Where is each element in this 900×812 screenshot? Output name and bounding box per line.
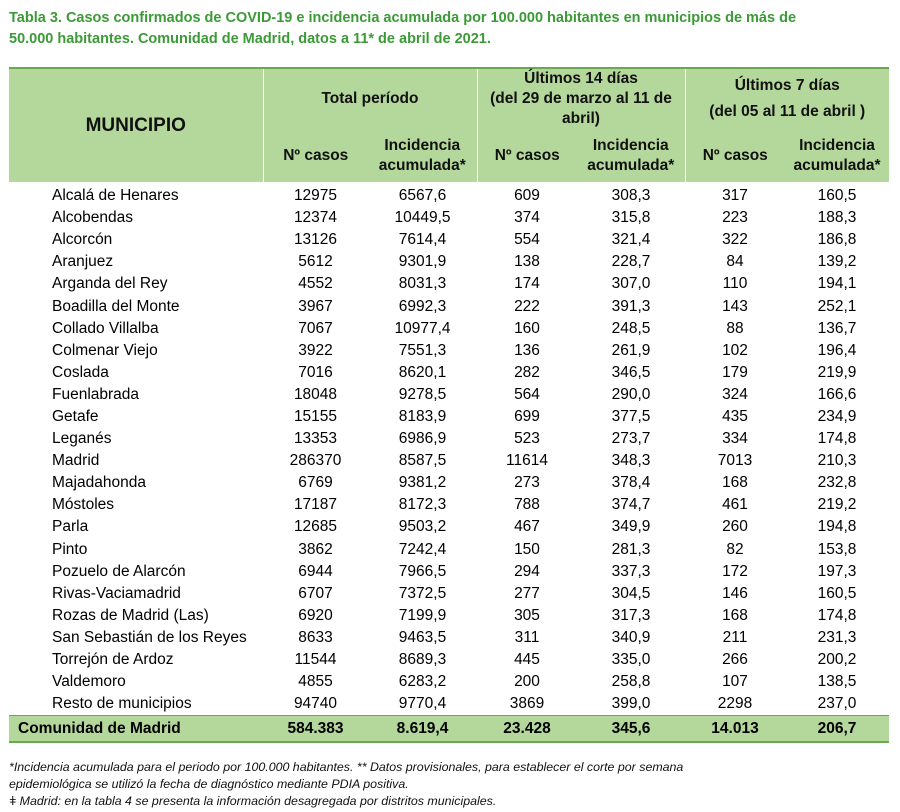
header-municipio: MUNICIPIO	[9, 68, 263, 182]
table-row	[9, 539, 889, 561]
incidence-14d: 281,3	[611, 540, 651, 558]
total-cases: 12374	[293, 209, 338, 227]
table-row	[9, 649, 889, 671]
header-total-cases: Nº casos	[263, 129, 368, 182]
table-row	[9, 182, 889, 207]
cases-14d: 200	[514, 673, 540, 691]
total-cases: 6944	[298, 562, 333, 580]
municipio-name: Collado Villalba	[52, 319, 159, 337]
incidence-14d: 399,0	[611, 695, 651, 713]
last14-range: (del 29 de marzo al 11 de abril)	[490, 90, 672, 127]
total-cases: 5612	[298, 253, 333, 271]
cases-14d: 305	[514, 606, 540, 624]
incidence-14d: 317,3	[611, 606, 651, 624]
header-7d-cases: Nº casos	[685, 129, 785, 182]
total-incidence: 8587,5	[398, 452, 447, 470]
header-total-period: Total período	[263, 68, 477, 129]
municipio-name: Coslada	[52, 363, 109, 381]
cases-14d: 174	[514, 275, 540, 293]
incidence-7d: 196,4	[817, 341, 857, 359]
cases-7d: 211	[722, 628, 748, 646]
total-cases: 13353	[293, 430, 338, 448]
total-7d-incidence: 206,7	[785, 716, 889, 743]
total-cases: 12685	[293, 518, 338, 536]
cases-14d: 222	[514, 297, 540, 315]
total-incidence: 7242,4	[398, 540, 447, 558]
caption-line-2: 50.000 habitantes. Comunidad de Madrid, datos a 11* de abril de 2021.	[9, 31, 491, 47]
total-cases: 4552	[298, 275, 333, 293]
total-incidence: 6986,9	[398, 430, 447, 448]
cases-7d: 110	[722, 275, 748, 293]
total-incidence: 7614,4	[398, 231, 447, 249]
total-incidence: 7551,3	[398, 341, 447, 359]
cases-7d: 88	[726, 319, 744, 337]
total-cases: 15155	[293, 407, 338, 425]
cases-7d: 2298	[717, 695, 753, 713]
incidence-7d: 194,8	[817, 518, 857, 536]
header-total-incidence	[368, 129, 477, 182]
total-incidence: 9278,5	[398, 385, 447, 403]
total-incidence: 6283,2	[398, 673, 447, 691]
total-cases: 6920	[298, 606, 333, 624]
cases-7d: 107	[722, 673, 748, 691]
municipio-name: Rozas de Madrid (Las)	[52, 606, 209, 624]
incidence-7d: 153,8	[817, 540, 857, 558]
municipio-name: Boadilla del Monte	[52, 297, 180, 315]
cases-14d: 788	[514, 496, 540, 514]
table-row	[9, 472, 889, 494]
caption-line-1: Tabla 3. Casos confirmados de COVID-19 e incidencia acumulada por 100.000 habitantes en municipios de más de	[9, 10, 797, 26]
incidence-7d: 186,8	[817, 231, 857, 249]
incidence-7d: 232,8	[817, 474, 857, 492]
total-cases: 4855	[298, 673, 333, 691]
table-row	[9, 384, 889, 406]
incidence-14d: 335,0	[611, 651, 651, 669]
table-row	[9, 671, 889, 693]
municipio-name: Leganés	[52, 430, 112, 448]
incidence-7d: 174,8	[817, 606, 857, 624]
table-row	[9, 627, 889, 649]
cases-14d: 160	[514, 319, 540, 337]
municipio-name: Colmenar Viejo	[52, 341, 158, 359]
incidence-14d: 337,3	[611, 562, 651, 580]
incidence-14d: 340,9	[611, 628, 651, 646]
total-14d-cases: 23.428	[477, 716, 577, 743]
total-name: Comunidad de Madrid	[9, 716, 263, 743]
municipio-name: Móstoles	[52, 496, 115, 514]
total-incidence: 8.619,4	[368, 716, 477, 743]
table-row	[9, 340, 889, 362]
incidence-14d: 228,7	[611, 253, 651, 271]
incidence-14d: 308,3	[611, 187, 651, 205]
total-cases: 6707	[298, 584, 333, 602]
incidence-7d: 174,8	[817, 430, 857, 448]
header-14d-incidence	[577, 129, 685, 182]
total-cases: 286370	[289, 452, 342, 470]
municipio-name: Alcorcón	[52, 231, 113, 249]
cases-7d: 260	[722, 518, 748, 536]
incidence-7d: 252,1	[817, 297, 857, 315]
cases-14d: 282	[514, 363, 540, 381]
cases-7d: 435	[722, 407, 748, 425]
total-incidence: 7966,5	[398, 562, 447, 580]
cases-7d: 102	[722, 341, 748, 359]
incidence-7d: 197,3	[817, 562, 857, 580]
last7-title: Últimos 7 días	[734, 77, 840, 94]
incidence-7d: 231,3	[817, 628, 857, 646]
cases-7d: 146	[722, 584, 748, 602]
total-incidence: 8620,1	[398, 363, 447, 381]
incidence-14d: 248,5	[611, 319, 651, 337]
incidence-14d: 261,9	[611, 341, 651, 359]
cases-7d: 317	[722, 187, 748, 205]
incidence-7d: 219,9	[817, 363, 857, 381]
total-cases: 94740	[293, 695, 338, 713]
municipio-name: Aranjuez	[52, 253, 114, 271]
incidence-7d: 136,7	[817, 319, 857, 337]
incidence-14d: 391,3	[611, 297, 651, 315]
total-row	[9, 716, 889, 743]
table-row	[9, 561, 889, 583]
footnote-2: epidemiológica se utilizó la fecha de diagnóstico mediante PDIA positiva.	[9, 777, 409, 791]
municipio-name: Pozuelo de Alarcón	[52, 562, 186, 580]
total-cases: 3922	[298, 341, 333, 359]
incidence-7d: 210,3	[817, 452, 857, 470]
header-last-14-days	[477, 68, 685, 129]
municipio-name: Torrejón de Ardoz	[52, 651, 174, 669]
total-cases: 12975	[293, 187, 338, 205]
cases-14d: 445	[514, 651, 540, 669]
incidence-14d: 290,0	[611, 385, 651, 403]
cases-7d: 82	[726, 540, 744, 558]
incidence-7d: 166,6	[817, 385, 857, 403]
table-row	[9, 516, 889, 538]
table-row	[9, 229, 889, 251]
municipio-name: Valdemoro	[52, 673, 126, 691]
incidence-7d: 138,5	[817, 673, 857, 691]
footnotes	[9, 759, 889, 810]
municipio-name: Rivas-Vaciamadrid	[52, 584, 181, 602]
incidence-14d: 348,3	[611, 452, 651, 470]
cases-14d: 294	[514, 562, 540, 580]
incidence-7d: 234,9	[817, 407, 857, 425]
cases-7d: 266	[722, 651, 748, 669]
municipio-name: Pinto	[52, 540, 88, 558]
table-row	[9, 583, 889, 605]
total-incidence: 10977,4	[394, 319, 451, 337]
cases-14d: 523	[514, 430, 540, 448]
footnote-1: *Incidencia acumulada para el periodo por 100.000 habitantes. ** Datos provisionales, para establecer el corte por semana	[9, 760, 684, 774]
total-incidence: 7372,5	[398, 584, 447, 602]
incidence-14d: 315,8	[611, 209, 651, 227]
table-row	[9, 295, 889, 317]
table-row	[9, 428, 889, 450]
table-body	[9, 182, 889, 716]
total-cases: 584.383	[263, 716, 368, 743]
cases-14d: 277	[514, 584, 540, 602]
incidence-7d: 160,5	[817, 584, 857, 602]
cases-14d: 564	[514, 385, 540, 403]
cases-7d: 334	[722, 430, 748, 448]
total-incidence: 10449,5	[394, 209, 451, 227]
total-cases: 3967	[298, 297, 333, 315]
cases-14d: 138	[514, 253, 540, 271]
incidence-14d: 378,4	[611, 474, 651, 492]
incidence-14d: 273,7	[611, 430, 651, 448]
total-cases: 17187	[293, 496, 338, 514]
incidence-7d: 188,3	[817, 209, 857, 227]
total-incidence: 8183,9	[398, 407, 447, 425]
incidence-7d: 160,5	[817, 187, 857, 205]
header-14d-cases: Nº casos	[477, 129, 577, 182]
table-row	[9, 406, 889, 428]
total-cases: 7016	[298, 363, 333, 381]
municipio-name: San Sebastián de los Reyes	[52, 628, 247, 646]
total-incidence: 9301,9	[398, 253, 447, 271]
header-7d-incidence	[785, 129, 889, 182]
municipio-name: Fuenlabrada	[52, 385, 140, 403]
municipio-name: Alcalá de Henares	[52, 187, 179, 205]
total-incidence: 8689,3	[398, 651, 447, 669]
incidence-label-2: acumulada*	[793, 156, 881, 174]
total-cases: 3862	[298, 540, 333, 558]
cases-7d: 172	[722, 562, 748, 580]
cases-14d: 273	[514, 474, 540, 492]
incidence-14d: 374,7	[611, 496, 651, 514]
total-cases: 18048	[293, 385, 338, 403]
cases-14d: 11614	[506, 452, 548, 470]
municipio-name: Getafe	[52, 407, 99, 425]
total-incidence: 9463,5	[398, 628, 447, 646]
total-cases: 13126	[293, 231, 338, 249]
total-cases: 11544	[294, 651, 337, 669]
municipio-name: Resto de municipios	[52, 695, 192, 713]
cases-7d: 84	[726, 253, 744, 271]
cases-7d: 7013	[717, 452, 753, 470]
table-row	[9, 207, 889, 229]
total-incidence: 8172,3	[398, 496, 447, 514]
incidence-label-1: Incidencia	[799, 136, 875, 154]
table-caption	[9, 8, 889, 50]
cases-7d: 324	[722, 385, 748, 403]
municipio-name: Majadahonda	[52, 474, 146, 492]
total-incidence: 9503,2	[398, 518, 447, 536]
footnote-3: ǂ Madrid: en la tabla 4 se presenta la información desagregada por distritos municipales.	[9, 794, 497, 808]
incidence-14d: 346,5	[611, 363, 651, 381]
table-row	[9, 494, 889, 516]
total-incidence: 7199,9	[398, 606, 447, 624]
municipio-name: Parla	[52, 518, 89, 536]
total-14d-incidence: 345,6	[577, 716, 685, 743]
incidence-7d: 219,2	[817, 496, 857, 514]
table-row	[9, 273, 889, 295]
incidence-label-1: Incidencia	[384, 136, 461, 154]
cases-14d: 467	[514, 518, 540, 536]
cases-14d: 311	[514, 628, 540, 646]
municipio-name: Arganda del Rey	[52, 275, 168, 293]
total-cases: 8633	[298, 628, 333, 646]
incidence-7d: 139,2	[817, 253, 857, 271]
incidence-14d: 307,0	[611, 275, 651, 293]
total-cases: 7067	[298, 319, 333, 337]
cases-7d: 143	[722, 297, 748, 315]
cases-7d: 168	[722, 606, 748, 624]
cases-14d: 554	[514, 231, 540, 249]
last7-range: (del 05 al 11 de abril )	[709, 103, 866, 120]
cases-14d: 150	[514, 540, 540, 558]
municipio-name: Alcobendas	[52, 209, 134, 227]
cases-14d: 3869	[509, 695, 545, 713]
total-incidence: 9381,2	[398, 474, 447, 492]
cases-7d: 461	[722, 496, 748, 514]
cases-14d: 374	[514, 209, 540, 227]
total-7d-cases: 14.013	[685, 716, 785, 743]
cases-14d: 609	[514, 187, 540, 205]
covid-table	[9, 67, 889, 743]
last14-title: Últimos 14 días	[524, 70, 638, 87]
incidence-7d: 194,1	[817, 275, 857, 293]
incidence-7d: 200,2	[817, 651, 857, 669]
incidence-7d: 237,0	[817, 695, 857, 713]
cases-7d: 223	[722, 209, 748, 227]
cases-14d: 136	[514, 341, 540, 359]
cases-7d: 168	[722, 474, 748, 492]
cases-7d: 179	[722, 363, 748, 381]
incidence-14d: 349,9	[611, 518, 651, 536]
municipio-name: Madrid	[52, 452, 100, 470]
incidence-label-2: acumulada*	[378, 156, 466, 174]
table-row	[9, 450, 889, 472]
total-incidence: 6567,6	[398, 187, 447, 205]
incidence-14d: 377,5	[611, 407, 651, 425]
header-last-7-days	[685, 68, 889, 129]
table-row	[9, 251, 889, 273]
cases-7d: 322	[722, 231, 748, 249]
total-incidence: 9770,4	[398, 695, 447, 713]
total-incidence: 6992,3	[398, 297, 447, 315]
table-row	[9, 362, 889, 384]
table-row	[9, 318, 889, 340]
incidence-14d: 321,4	[611, 231, 651, 249]
incidence-label-1: Incidencia	[592, 136, 669, 154]
table-row	[9, 693, 889, 716]
total-incidence: 8031,3	[398, 275, 447, 293]
cases-14d: 699	[514, 407, 540, 425]
incidence-label-2: acumulada*	[587, 156, 675, 174]
table-row	[9, 605, 889, 627]
incidence-14d: 258,8	[611, 673, 651, 691]
total-cases: 6769	[298, 474, 333, 492]
incidence-14d: 304,5	[611, 584, 651, 602]
